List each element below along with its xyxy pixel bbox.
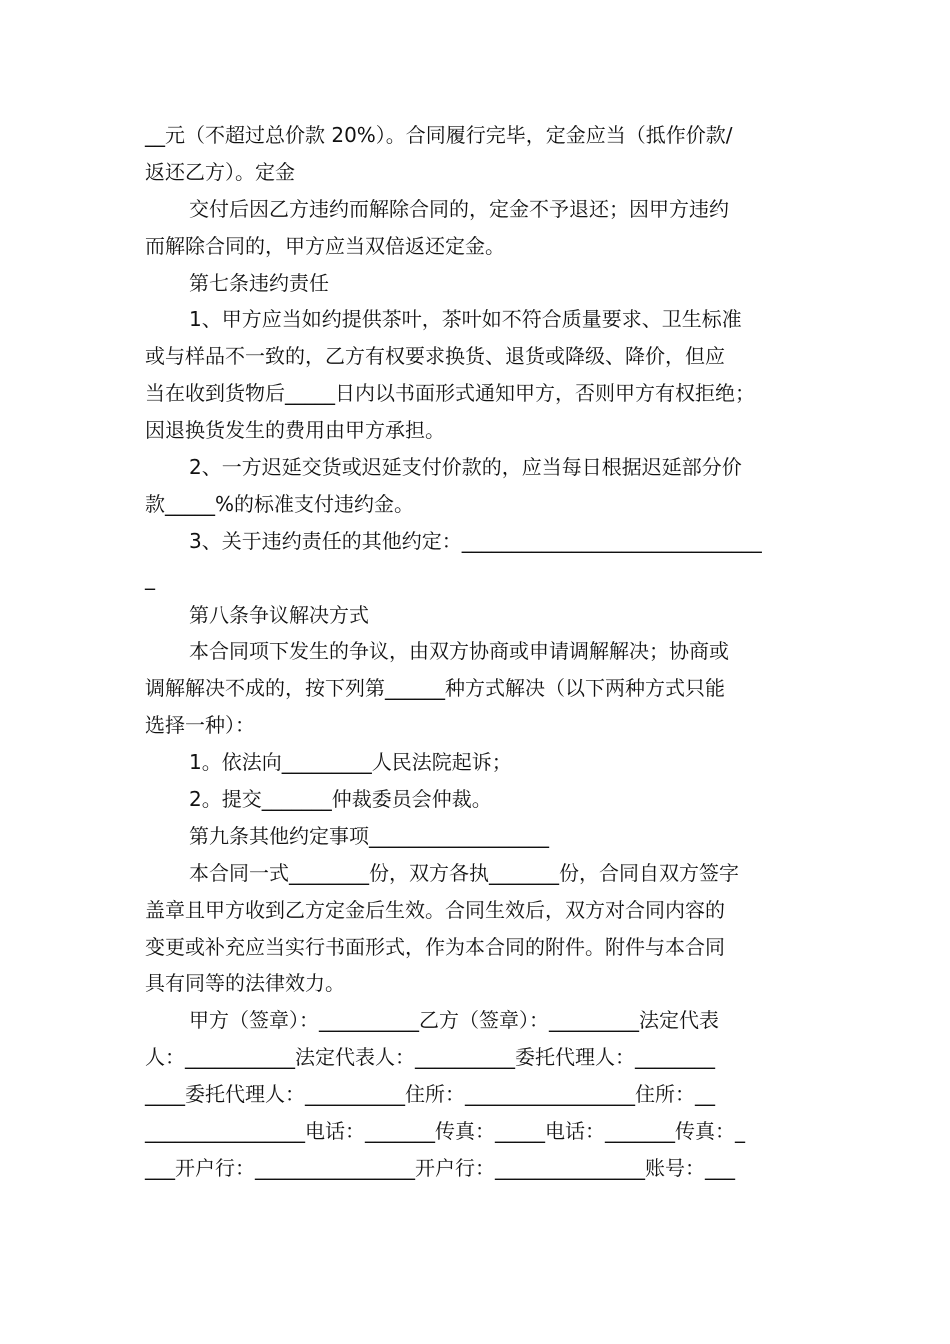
article-9-heading: 第九条其他约定事项__________________ xyxy=(189,823,549,848)
article-7-clause-3-line-2: _ xyxy=(145,565,155,590)
signature-block-line-3: ____委托代理人：__________住所：_________________住所：__ xyxy=(145,1082,715,1107)
article-9-text-line-4: 具有同等的法律效力。 xyxy=(145,971,345,996)
signature-block-line-1: 甲方（签章）：__________乙方（签章）：_________法定代表 xyxy=(189,1008,719,1033)
article-8-text-line-1: 本合同项下发生的争议，由双方协商或申请调解解决；协商或 xyxy=(189,639,729,664)
article-7-clause-1-line-3: 当在收到货物后_____日内以书面形式通知甲方，否则甲方有权拒绝； xyxy=(145,381,755,406)
article-7-clause-1-line-4: 因退换货发生的费用由甲方承担。 xyxy=(145,418,445,443)
article-7-clause-2-line-1: 2、一方迟延交货或迟延支付价款的，应当每日根据迟延部分价 xyxy=(189,455,742,480)
deposit-amount-line: __元（不超过总价款 20%）。合同履行完毕，定金应当（抵作价款/ xyxy=(145,123,733,147)
article-7-clause-1-line-2: 或与样品不一致的，乙方有权要求换货、退货或降级、降价，但应 xyxy=(145,344,725,369)
article-7-heading: 第七条违约责任 xyxy=(189,270,329,295)
article-8-heading: 第八条争议解决方式 xyxy=(189,602,369,627)
article-7-clause-3-line-1: 3、关于违约责任的其他约定：______________________________ xyxy=(189,528,762,553)
article-9-text-line-1: 本合同一式________份，双方各执_______份，合同自双方签字 xyxy=(189,860,739,885)
article-8-option-2: 2。提交_______仲裁委员会仲裁。 xyxy=(189,787,492,812)
article-9-text-line-2: 盖章且甲方收到乙方定金后生效。合同生效后，双方对合同内容的 xyxy=(145,897,725,922)
signature-block-line-5: ___开户行：________________开户行：_______________账号：___ xyxy=(145,1155,735,1180)
deposit-double-return-line: 而解除合同的，甲方应当双倍返还定金。 xyxy=(145,233,505,258)
deposit-return-line: 返还乙方）。定金 xyxy=(145,159,295,184)
signature-block-line-4: ________________电话：_______传真：_____电话：_______传真：_ xyxy=(145,1119,745,1144)
signature-block-line-2: 人：___________法定代表人：__________委托代理人：________ xyxy=(145,1045,715,1070)
article-7-clause-1-line-1: 1、甲方应当如约提供茶叶，茶叶如不符合质量要求、卫生标准 xyxy=(189,307,742,332)
article-7-clause-2-line-2: 款_____%的标准支付违约金。 xyxy=(145,491,415,516)
contract-text xyxy=(145,117,810,1187)
article-8-text-line-3: 选择一种）： xyxy=(145,713,255,738)
article-8-text-line-2: 调解解决不成的，按下列第______种方式解决（以下两种方式只能 xyxy=(145,676,725,701)
deposit-forfeit-line: 交付后因乙方违约而解除合同的，定金不予退还；因甲方违约 xyxy=(189,196,729,221)
article-9-text-line-3: 变更或补充应当实行书面形式，作为本合同的附件。附件与本合同 xyxy=(145,934,725,959)
article-8-option-1: 1。依法向_________人民法院起诉； xyxy=(189,750,512,775)
